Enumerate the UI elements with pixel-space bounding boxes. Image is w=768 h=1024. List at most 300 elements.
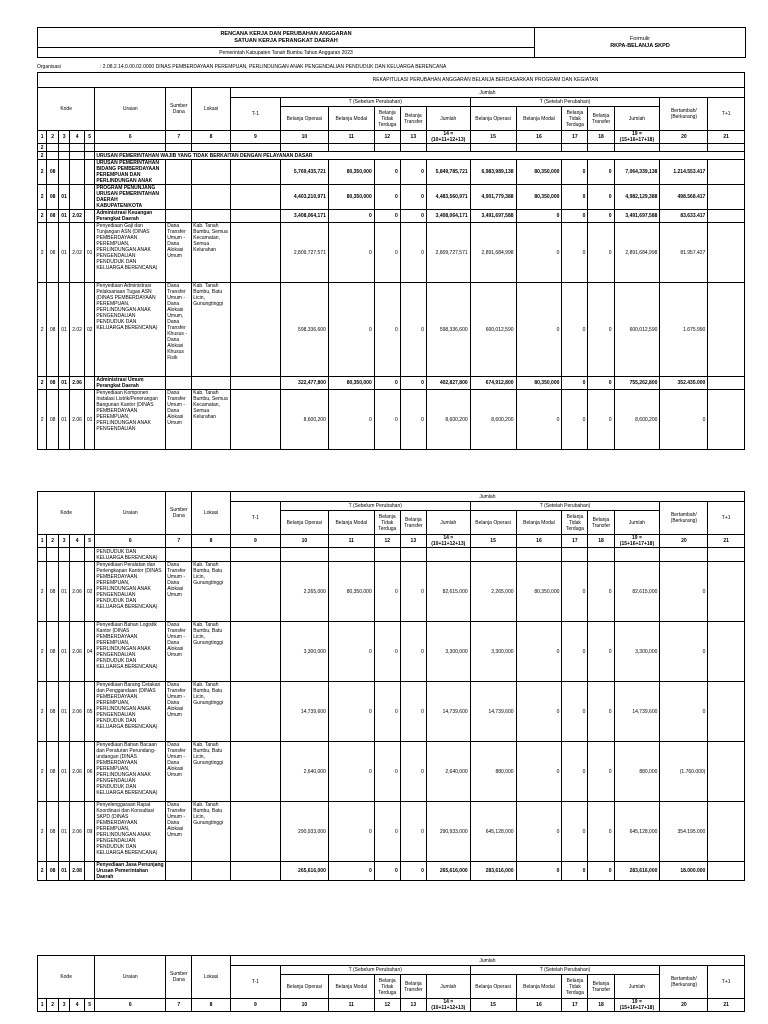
value-cell: 0 <box>374 682 400 742</box>
value-cell: 322,477,800 <box>280 377 328 390</box>
value-cell: 5,769,435,721 <box>280 160 328 185</box>
value-cell <box>470 548 516 562</box>
index-cell: 12 <box>374 999 400 1012</box>
kode-cell: 01 <box>58 223 69 283</box>
value-cell: 3,300,000 <box>280 622 328 682</box>
value-cell: 0 <box>588 160 614 185</box>
col-jumlah: Jumlah <box>230 492 744 502</box>
lokasi-cell <box>192 548 231 562</box>
value-cell: 402,827,800 <box>426 377 470 390</box>
index-cell: 17 <box>562 131 588 144</box>
uraian-cell: URUSAN PEMERINTAHAN BIDANG PEMBERDAYAAN PEREMPUAN DAN PERLINDUNGAN ANAK <box>95 160 166 185</box>
value-cell: 0 <box>400 390 426 450</box>
index-cell: 19 = (15+16+17+18) <box>614 131 660 144</box>
value-cell: 290,933,000 <box>280 802 328 862</box>
index-cell: 12 <box>374 535 400 548</box>
kode-cell: 04 <box>84 622 94 682</box>
lokasi-cell: Kab. Tanah Bumbu, Batu Licin, Gunungtinggi <box>192 742 231 802</box>
kode-cell: 2 <box>38 185 47 210</box>
value-cell: 0 <box>328 210 374 223</box>
lokasi-cell <box>192 185 231 210</box>
col-jumlah: Jumlah <box>230 956 744 966</box>
table-row <box>38 390 745 450</box>
org-value: : 2.08.2.14.0.00.02.0000 DINAS PEMBERDAYAAN PEREMPUAN, PERLINDUNGAN ANAK PENGENDALIAN PENDUDUK DAN KELUARGA BERENCANA <box>100 64 447 70</box>
kode-cell: 08 <box>47 682 58 742</box>
sumber-dana-cell: Dana Transfer Umum - Dana Alokasi Umum <box>166 390 192 450</box>
index-cell: 21 <box>708 535 745 548</box>
value-cell: 80,350,000 <box>328 377 374 390</box>
sumber-dana-cell <box>166 185 192 210</box>
uraian-cell <box>95 144 166 152</box>
col-sumber-dana: Sumber Dana <box>166 492 192 535</box>
index-cell: 19 = (15+16+17+18) <box>614 999 660 1012</box>
value-cell: 2,891,684,998 <box>614 223 660 283</box>
value-cell: 3,408,064,171 <box>280 210 328 223</box>
table-3 <box>37 955 745 1012</box>
kode-cell <box>58 548 69 562</box>
col-belanja-operasi-after: Belanja Operasi <box>470 975 516 999</box>
value-cell: 0 <box>516 223 562 283</box>
kode-cell: 08 <box>47 223 58 283</box>
index-cell: 19 = (15+16+17+18) <box>614 535 660 548</box>
kode-cell <box>84 144 94 152</box>
value-cell <box>708 377 745 390</box>
col-after-change: T (Setelah Perubahan) <box>470 502 660 511</box>
value-cell <box>374 548 400 562</box>
value-cell: 4,982,129,388 <box>614 185 660 210</box>
kode-cell <box>47 144 58 152</box>
value-cell <box>470 144 516 152</box>
value-cell: 5,849,785,721 <box>426 160 470 185</box>
sumber-dana-cell <box>166 548 192 562</box>
value-cell: 0 <box>400 742 426 802</box>
kode-cell: 2 <box>38 210 47 223</box>
value-cell: 0 <box>588 862 614 881</box>
kode-cell: 08 <box>47 862 58 881</box>
index-cell: 1 <box>38 535 47 548</box>
value-cell: 0 <box>400 802 426 862</box>
col-lokasi: Lokasi <box>192 492 231 535</box>
index-cell: 15 <box>470 131 516 144</box>
kode-cell: 2.08 <box>70 862 85 881</box>
index-cell: 4 <box>70 131 85 144</box>
value-cell: 0 <box>562 223 588 283</box>
value-cell: 3,300,000 <box>426 622 470 682</box>
value-cell: 14,739,600 <box>280 682 328 742</box>
value-cell <box>562 548 588 562</box>
value-cell <box>426 548 470 562</box>
col-belanja-modal-after: Belanja Modal <box>516 511 562 535</box>
uraian-cell: PENDUDUK DAN KELUARGA BERENCANA) <box>95 548 166 562</box>
value-cell: 600,012,590 <box>470 283 516 377</box>
index-cell: 10 <box>280 535 328 548</box>
kode-cell: 08 <box>47 160 58 185</box>
col-belanja-tidak-terduga-after: Belanja Tidak Terduga <box>562 107 588 131</box>
index-cell: 16 <box>516 131 562 144</box>
form-label: Formulir <box>629 35 651 42</box>
index-cell: 3 <box>58 535 69 548</box>
value-cell: 755,262,800 <box>614 377 660 390</box>
uraian-cell: URUSAN PEMERINTAHAN WAJIB YANG TIDAK BERKAITAN DENGAN PELAYANAN DASAR <box>95 152 745 160</box>
col-t-plus-1: T+1 <box>708 966 745 999</box>
col-belanja-modal-after: Belanja Modal <box>516 975 562 999</box>
value-cell: 0 <box>374 562 400 622</box>
value-cell: 0 <box>400 622 426 682</box>
value-cell: 498.568.417 <box>660 185 708 210</box>
col-before-change: T (Sebelum Perubahan) <box>280 966 470 975</box>
value-cell <box>708 223 745 283</box>
value-cell: 0 <box>374 377 400 390</box>
value-cell <box>230 682 280 742</box>
sumber-dana-cell <box>166 862 192 881</box>
col-belanja-modal: Belanja Modal <box>328 975 374 999</box>
uraian-cell: Penyediaan Peralatan dan Perlengkapan Kantor (DINAS PEMBERDAYAAN PEREMPUAN, PERLINDUNGAN ANAK PENGENDALIAN PENDUDUK DAN KELUARGA BERENCANA) <box>95 562 166 622</box>
col-belanja-transfer: Belanja Transfer <box>400 107 426 131</box>
kode-cell: 2 <box>38 160 47 185</box>
value-cell: 3,408,064,171 <box>426 210 470 223</box>
col-kode: Kode <box>38 88 95 131</box>
value-cell: 0 <box>374 160 400 185</box>
col-bertambah: Bertambah/ (Berkurang) <box>660 502 708 535</box>
value-cell: 0 <box>660 562 708 622</box>
col-belanja-operasi: Belanja Operasi <box>280 975 328 999</box>
index-cell: 14 = (10+11+12+13) <box>426 999 470 1012</box>
value-cell: 0 <box>400 210 426 223</box>
value-cell: 80,350,000 <box>328 562 374 622</box>
value-cell <box>708 622 745 682</box>
col-bertambah: Bertambah/ (Berkurang) <box>660 98 708 131</box>
lokasi-cell: Kab. Tanah Bumbu, Batu Licin, Gunungtinggi <box>192 283 231 377</box>
value-cell: 1.214.553.417 <box>660 160 708 185</box>
value-cell: 0 <box>588 210 614 223</box>
value-cell <box>230 283 280 377</box>
col-jumlah: Jumlah <box>230 88 744 98</box>
kode-cell: 08 <box>47 390 58 450</box>
uraian-cell: Penyediaan Komponen Instalasi Listrik/Penerangan Bangunan Kantor (DINAS PEMBERDAYAAN PEREMPUAN, PERLINDUNGAN ANAK PENGENDALIAN <box>95 390 166 450</box>
value-cell <box>230 223 280 283</box>
col-after-change: T (Setelah Perubahan) <box>470 966 660 975</box>
value-cell <box>328 548 374 562</box>
value-cell: 0 <box>562 390 588 450</box>
col-belanja-transfer-after: Belanja Transfer <box>588 107 614 131</box>
uraian-cell: Administrasi Keuangan Perangkat Daerah <box>95 210 166 223</box>
value-cell: 0 <box>328 283 374 377</box>
col-after-change: T (Setelah Perubahan) <box>470 98 660 107</box>
value-cell: 283,616,000 <box>470 862 516 881</box>
index-cell: 2 <box>47 999 58 1012</box>
kode-cell <box>84 210 94 223</box>
kode-cell: 2 <box>38 144 47 152</box>
col-jumlah-before: Jumlah <box>426 107 470 131</box>
recap-title-box <box>37 72 745 88</box>
kode-cell: 08 <box>47 377 58 390</box>
sumber-dana-cell: Dana Transfer Umum - Dana Alokasi Umum <box>166 802 192 862</box>
index-cell: 12 <box>374 131 400 144</box>
title-line-1: RENCANA KERJA DAN PERUBAHAN ANGGARAN <box>220 30 352 37</box>
value-cell: 645,128,000 <box>614 802 660 862</box>
col-t-minus-1: T-1 <box>230 966 280 999</box>
index-cell: 21 <box>708 131 745 144</box>
kode-cell: 08 <box>47 210 58 223</box>
kode-cell: 01 <box>58 802 69 862</box>
value-cell <box>400 548 426 562</box>
value-cell: 2,809,727,571 <box>280 223 328 283</box>
index-cell: 5 <box>84 999 94 1012</box>
value-cell <box>230 210 280 223</box>
form-code-cell <box>535 28 746 58</box>
org-label: Organisasi <box>37 64 61 70</box>
lokasi-cell <box>192 160 231 185</box>
value-cell <box>708 185 745 210</box>
value-cell: 0 <box>588 742 614 802</box>
col-t-plus-1: T+1 <box>708 502 745 535</box>
value-cell: 0 <box>400 377 426 390</box>
col-belanja-transfer-after: Belanja Transfer <box>588 511 614 535</box>
value-cell: 0 <box>588 682 614 742</box>
col-before-change: T (Sebelum Perubahan) <box>280 502 470 511</box>
value-cell <box>516 548 562 562</box>
col-belanja-tidak-terduga-after: Belanja Tidak Terduga <box>562 975 588 999</box>
value-cell <box>660 548 708 562</box>
col-belanja-modal: Belanja Modal <box>328 511 374 535</box>
col-belanja-operasi: Belanja Operasi <box>280 511 328 535</box>
value-cell <box>426 144 470 152</box>
value-cell <box>614 144 660 152</box>
index-cell: 7 <box>166 535 192 548</box>
value-cell <box>660 144 708 152</box>
value-cell: 14,739,600 <box>614 682 660 742</box>
lokasi-cell: Kab. Tanah Bumbu, Semua Kecamatan, Semua Kelurahan <box>192 223 231 283</box>
index-cell: 7 <box>166 999 192 1012</box>
report-title <box>38 28 535 48</box>
index-cell: 11 <box>328 535 374 548</box>
value-cell: 283,616,000 <box>614 862 660 881</box>
sumber-dana-cell: Dana Transfer Umum - Dana Alokasi Umum <box>166 622 192 682</box>
value-cell: 0 <box>374 223 400 283</box>
index-cell: 8 <box>192 535 231 548</box>
kode-cell: 2 <box>38 223 47 283</box>
index-cell: 3 <box>58 131 69 144</box>
col-belanja-modal-after: Belanja Modal <box>516 107 562 131</box>
value-cell <box>328 144 374 152</box>
kode-cell: 2.06 <box>70 390 85 450</box>
kode-cell: 2 <box>38 622 47 682</box>
value-cell: 7,064,339,138 <box>614 160 660 185</box>
value-cell: 0 <box>374 742 400 802</box>
col-bertambah: Bertambah/ (Berkurang) <box>660 966 708 999</box>
value-cell: 0 <box>328 862 374 881</box>
value-cell: 0 <box>400 283 426 377</box>
value-cell: 2,640,000 <box>280 742 328 802</box>
index-cell: 5 <box>84 535 94 548</box>
value-cell: 0 <box>588 283 614 377</box>
lokasi-cell: Kab. Tanah Bumbu, Batu Licin, Gunungtinggi <box>192 802 231 862</box>
col-belanja-operasi: Belanja Operasi <box>280 107 328 131</box>
kode-cell: 2.02 <box>70 210 85 223</box>
table-1-body <box>38 144 745 450</box>
value-cell: 80,350,000 <box>516 185 562 210</box>
value-cell <box>708 210 745 223</box>
value-cell: 0 <box>562 210 588 223</box>
value-cell: 0 <box>562 283 588 377</box>
value-cell: 0 <box>400 223 426 283</box>
table-1-header <box>38 88 745 144</box>
kode-cell: 02 <box>84 283 94 377</box>
index-cell: 6 <box>95 131 166 144</box>
index-cell: 17 <box>562 999 588 1012</box>
index-cell: 8 <box>192 131 231 144</box>
index-cell: 11 <box>328 999 374 1012</box>
kode-cell: 2 <box>38 742 47 802</box>
kode-cell: 01 <box>58 682 69 742</box>
sumber-dana-cell <box>166 160 192 185</box>
value-cell <box>708 390 745 450</box>
table-1 <box>37 87 745 450</box>
kode-cell: 01 <box>58 862 69 881</box>
value-cell: 0 <box>562 562 588 622</box>
col-jumlah-after: Jumlah <box>614 511 660 535</box>
kode-cell <box>84 152 94 160</box>
kode-cell <box>70 548 85 562</box>
sumber-dana-cell <box>166 210 192 223</box>
index-cell: 16 <box>516 999 562 1012</box>
value-cell <box>588 548 614 562</box>
kode-cell: 01 <box>84 223 94 283</box>
value-cell: 598,336,600 <box>426 283 470 377</box>
col-belanja-tidak-terduga: Belanja Tidak Terduga <box>374 975 400 999</box>
kode-cell: 08 <box>47 802 58 862</box>
value-cell: 0 <box>588 223 614 283</box>
value-cell: 265,616,000 <box>280 862 328 881</box>
table-row <box>38 742 745 802</box>
kode-cell: 08 <box>47 622 58 682</box>
value-cell <box>708 283 745 377</box>
value-cell: 8,600,200 <box>426 390 470 450</box>
kode-cell: 01 <box>58 390 69 450</box>
value-cell: 83.633.417 <box>660 210 708 223</box>
value-cell <box>708 144 745 152</box>
value-cell: 0 <box>328 742 374 802</box>
uraian-cell: Penyediaan Gaji dan Tunjangan ASN (DINAS PEMBERDAYAAN PEREMPUAN, PERLINDUNGAN ANAK PENGENDALIAN PENDUDUK DAN KELUARGA BERENCANA) <box>95 223 166 283</box>
table-row <box>38 210 745 223</box>
col-belanja-modal: Belanja Modal <box>328 107 374 131</box>
col-belanja-transfer: Belanja Transfer <box>400 975 426 999</box>
col-belanja-tidak-terduga: Belanja Tidak Terduga <box>374 107 400 131</box>
value-cell <box>230 160 280 185</box>
value-cell: 2,809,727,571 <box>426 223 470 283</box>
kode-cell <box>58 152 69 160</box>
value-cell: 0 <box>400 862 426 881</box>
value-cell: 0 <box>328 802 374 862</box>
value-cell: 0 <box>400 562 426 622</box>
kode-cell: 09 <box>84 802 94 862</box>
value-cell: 80,350,000 <box>516 377 562 390</box>
uraian-cell: PROGRAM PENUNJANG URUSAN PEMERINTAHAN DAERAH KABUPATEN/KOTA <box>95 185 166 210</box>
kode-cell: 2.02 <box>70 283 85 377</box>
report-header <box>37 27 745 58</box>
index-cell: 14 = (10+11+12+13) <box>426 131 470 144</box>
kode-cell <box>47 152 58 160</box>
kode-cell: 2 <box>38 802 47 862</box>
value-cell <box>230 377 280 390</box>
value-cell <box>708 548 745 562</box>
kode-cell: 08 <box>47 562 58 622</box>
value-cell <box>614 548 660 562</box>
value-cell: 80,350,000 <box>328 185 374 210</box>
value-cell: 80,350,000 <box>516 562 562 622</box>
kode-cell: 01 <box>58 622 69 682</box>
value-cell: 0 <box>328 390 374 450</box>
value-cell: 0 <box>328 223 374 283</box>
index-cell: 13 <box>400 999 426 1012</box>
table-row <box>38 548 745 562</box>
kode-cell: 2.06 <box>70 377 85 390</box>
kode-cell: 01 <box>58 210 69 223</box>
value-cell: 0 <box>588 802 614 862</box>
value-cell: 2,891,684,998 <box>470 223 516 283</box>
value-cell: 0 <box>374 622 400 682</box>
value-cell: 82,615,000 <box>426 562 470 622</box>
index-cell: 4 <box>70 999 85 1012</box>
value-cell: 0 <box>516 742 562 802</box>
index-cell: 9 <box>230 535 280 548</box>
value-cell: 18.000.000 <box>660 862 708 881</box>
value-cell: 0 <box>400 682 426 742</box>
lokasi-cell: Kab. Tanah Bumbu, Semua Kecamatan, Semua Kelurahan <box>192 390 231 450</box>
lokasi-cell <box>192 144 231 152</box>
value-cell: 3,300,000 <box>470 622 516 682</box>
kode-cell: 2 <box>38 377 47 390</box>
col-sumber-dana: Sumber Dana <box>166 88 192 131</box>
index-cell: 4 <box>70 535 85 548</box>
value-cell: 0 <box>400 160 426 185</box>
value-cell: 0 <box>374 390 400 450</box>
value-cell: 0 <box>562 622 588 682</box>
col-belanja-tidak-terduga: Belanja Tidak Terduga <box>374 511 400 535</box>
value-cell <box>230 185 280 210</box>
index-cell: 7 <box>166 131 192 144</box>
value-cell: 4,403,210,971 <box>280 185 328 210</box>
value-cell <box>708 742 745 802</box>
budget-table-1 <box>37 87 745 450</box>
col-uraian: Uraian <box>95 492 166 535</box>
kode-cell: 2.06 <box>70 682 85 742</box>
value-cell <box>280 144 328 152</box>
table-row <box>38 802 745 862</box>
index-cell: 20 <box>660 999 708 1012</box>
kode-cell: 01 <box>58 377 69 390</box>
index-cell: 10 <box>280 999 328 1012</box>
value-cell: 80,350,000 <box>516 160 562 185</box>
value-cell <box>516 144 562 152</box>
value-cell: 0 <box>588 390 614 450</box>
index-row <box>38 999 745 1012</box>
table-2-header <box>38 492 745 548</box>
kode-cell: 2 <box>38 390 47 450</box>
index-cell: 2 <box>47 535 58 548</box>
table-row <box>38 682 745 742</box>
value-cell <box>230 548 280 562</box>
value-cell: 80,350,000 <box>328 160 374 185</box>
col-belanja-transfer: Belanja Transfer <box>400 511 426 535</box>
kode-cell <box>84 377 94 390</box>
kode-cell: 01 <box>58 185 69 210</box>
value-cell: 3,300,000 <box>614 622 660 682</box>
index-cell: 6 <box>95 999 166 1012</box>
value-cell <box>708 562 745 622</box>
value-cell <box>562 144 588 152</box>
kode-cell: 2.06 <box>70 802 85 862</box>
